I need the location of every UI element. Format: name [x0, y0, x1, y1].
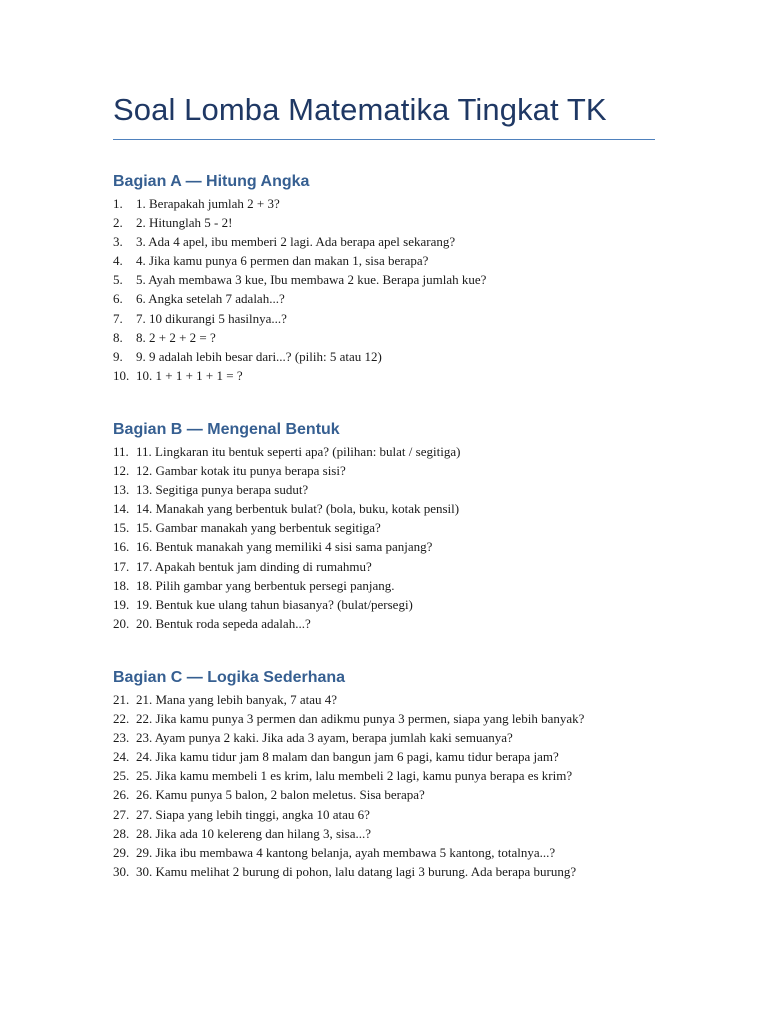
list-item-number: 17.	[113, 558, 130, 574]
list-item	[113, 728, 673, 747]
list-item	[113, 537, 673, 556]
list-item-text: 15. Gambar manakah yang berbentuk segitiga?	[136, 520, 381, 536]
list-item-text: 28. Jika ada 10 kelereng dan hilang 3, sisa...?	[136, 825, 372, 841]
section-bagian-b	[113, 418, 673, 633]
list-item-number: 4.	[113, 253, 123, 269]
list-item	[113, 576, 673, 595]
list-item-text: 24. Jika kamu tidur jam 8 malam dan bangun jam 6 pagi, kamu tidur berapa jam?	[136, 749, 559, 765]
list-item-number: 24.	[113, 749, 130, 765]
list-item-text: 11. Lingkaran itu bentuk seperti apa? (pilihan: bulat / segitiga)	[136, 444, 461, 459]
list-item-text: 5. Ayah membawa 3 kue, Ibu membawa 2 kue. Berapa jumlah kue?	[136, 272, 487, 288]
list-item-number: 9.	[113, 348, 123, 364]
list-item-number: 5.	[113, 272, 123, 288]
list-item-number: 27.	[113, 806, 130, 822]
list-item	[113, 614, 673, 633]
question-list	[113, 442, 673, 633]
list-item-text: 13. Segitiga punya berapa sudut?	[136, 482, 309, 498]
list-item	[113, 309, 673, 328]
list-item-number: 22.	[113, 711, 130, 727]
list-item-text: 9. 9 adalah lebih besar dari...? (pilih: 5 atau 12)	[136, 348, 382, 364]
list-item	[113, 805, 673, 824]
list-item	[113, 709, 673, 728]
list-item	[113, 213, 673, 232]
list-item-number: 18.	[113, 577, 130, 593]
list-item-text: 30. Kamu melihat 2 burung di pohon, lalu datang lagi 3 burung. Ada berapa burung?	[136, 863, 577, 879]
list-item-number: 8.	[113, 329, 123, 345]
list-item-number: 30.	[113, 863, 130, 879]
list-item-text: 19. Bentuk kue ulang tahun biasanya? (bulat/persegi)	[136, 596, 413, 612]
list-item-text: 20. Bentuk roda sepeda adalah...?	[136, 615, 311, 631]
list-item-text: 1. Berapakah jumlah 2 + 3?	[136, 196, 280, 211]
list-item-number: 14.	[113, 501, 130, 517]
list-item	[113, 557, 673, 576]
question-list	[113, 690, 673, 881]
list-item	[113, 328, 673, 347]
list-item-number: 12.	[113, 463, 130, 479]
list-item	[113, 747, 673, 766]
list-item-number: 1.	[113, 196, 123, 211]
list-item	[113, 289, 673, 308]
list-item	[113, 499, 673, 518]
list-item	[113, 824, 673, 843]
list-item	[113, 766, 673, 785]
list-item-text: 14. Manakah yang berbentuk bulat? (bola, buku, kotak pensil)	[136, 501, 460, 517]
list-item-number: 21.	[113, 692, 130, 707]
list-item-number: 3.	[113, 234, 123, 250]
list-item-text: 12. Gambar kotak itu punya berapa sisi?	[136, 463, 346, 479]
list-item-number: 2.	[113, 215, 123, 231]
list-item	[113, 251, 673, 270]
list-item	[113, 366, 673, 385]
list-item-number: 20.	[113, 615, 130, 631]
list-item	[113, 442, 673, 461]
list-item-text: 22. Jika kamu punya 3 permen dan adikmu punya 3 permen, siapa yang lebih banyak?	[136, 711, 585, 727]
list-item-number: 23.	[113, 730, 130, 746]
list-item-text: 29. Jika ibu membawa 4 kantong belanja, ayah membawa 5 kantong, totalnya...?	[136, 844, 556, 860]
list-item	[113, 480, 673, 499]
list-item	[113, 194, 673, 213]
list-item-text: 17. Apakah bentuk jam dinding di rumahmu?	[136, 558, 372, 574]
list-item	[113, 843, 673, 862]
list-item-text: 23. Ayam punya 2 kaki. Jika ada 3 ayam, berapa jumlah kaki semuanya?	[136, 730, 513, 746]
list-item-number: 16.	[113, 539, 130, 555]
list-item-text: 16. Bentuk manakah yang memiliki 4 sisi sama panjang?	[136, 539, 433, 555]
list-item-text: 8. 2 + 2 + 2 = ?	[136, 329, 216, 345]
list-item-number: 25.	[113, 768, 130, 784]
list-item	[113, 232, 673, 251]
list-item-text: 6. Angka setelah 7 adalah...?	[136, 291, 285, 307]
list-item-text: 25. Jika kamu membeli 1 es krim, lalu membeli 2 lagi, kamu punya berapa es krim?	[136, 768, 573, 784]
page-title: Soal Lomba Matematika Tingkat TK	[113, 92, 607, 127]
section-heading: Bagian A — Hitung Angka	[113, 173, 310, 190]
list-item	[113, 690, 673, 709]
list-item	[113, 518, 673, 537]
list-item-text: 21. Mana yang lebih banyak, 7 atau 4?	[136, 692, 338, 707]
list-item-text: 26. Kamu punya 5 balon, 2 balon meletus. Sisa berapa?	[136, 787, 425, 803]
list-item-number: 10.	[113, 367, 130, 383]
list-item-number: 29.	[113, 844, 130, 860]
section-heading: Bagian B — Mengenal Bentuk	[113, 421, 340, 438]
list-item-number: 15.	[113, 520, 130, 536]
list-item	[113, 461, 673, 480]
list-item-text: 2. Hitunglah 5 - 2!	[136, 215, 233, 231]
list-item-text: 4. Jika kamu punya 6 permen dan makan 1, sisa berapa?	[136, 253, 429, 269]
list-item-text: 3. Ada 4 apel, ibu memberi 2 lagi. Ada berapa apel sekarang?	[136, 234, 456, 250]
list-item	[113, 862, 673, 881]
list-item-text: 27. Siapa yang lebih tinggi, angka 10 atau 6?	[136, 806, 370, 822]
question-list	[113, 194, 673, 385]
list-item-number: 28.	[113, 825, 130, 841]
list-item	[113, 347, 673, 366]
section-bagian-c	[113, 666, 673, 881]
list-item	[113, 270, 673, 289]
list-item-text: 10. 1 + 1 + 1 + 1 = ?	[136, 367, 243, 383]
list-item-number: 7.	[113, 310, 123, 326]
list-item-text: 18. Pilih gambar yang berbentuk persegi panjang.	[136, 577, 395, 593]
list-item-number: 19.	[113, 596, 130, 612]
list-item	[113, 785, 673, 804]
section-bagian-a	[113, 170, 673, 385]
list-item-number: 11.	[113, 444, 129, 459]
title-underline	[113, 139, 655, 140]
section-heading: Bagian C — Logika Sederhana	[113, 669, 346, 686]
list-item	[113, 595, 673, 614]
list-item-number: 6.	[113, 291, 123, 307]
list-item-number: 26.	[113, 787, 130, 803]
list-item-number: 13.	[113, 482, 130, 498]
list-item-text: 7. 10 dikurangi 5 hasilnya...?	[136, 310, 287, 326]
